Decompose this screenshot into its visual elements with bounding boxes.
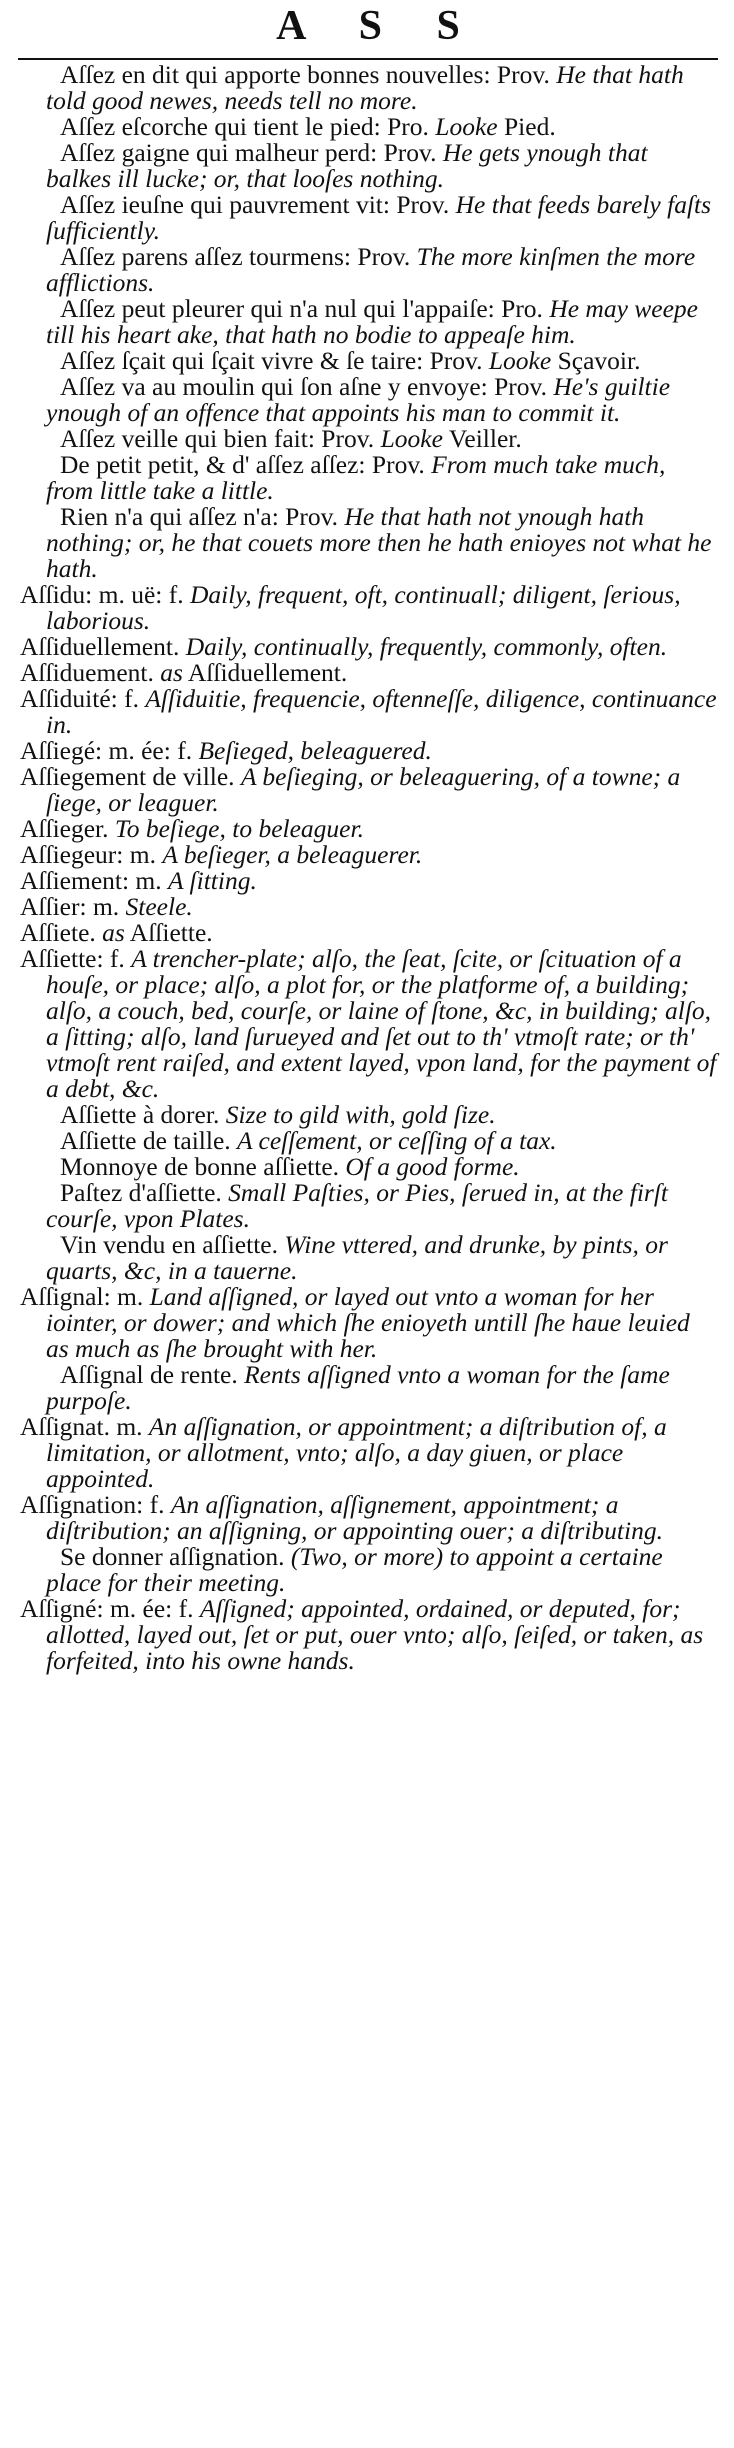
entry-gloss: An aſſignation, or appointment; a diſtribution of, a limitation, or allotment, vnto; alſo, a day giuen, or place appointed.: [46, 1412, 667, 1493]
entry-head: Aſſiette à dorer.: [60, 1100, 220, 1129]
entry-gloss: To beſiege, to beleaguer.: [114, 814, 364, 843]
entry-head: Aſſiegé: m. ée: f.: [20, 736, 193, 765]
headword-entry: [18, 582, 718, 634]
entry-head: Aſſignal: m.: [20, 1282, 144, 1311]
entry-head: Aſſidu: m. uë: f.: [20, 580, 184, 609]
cross-reference: Pied.: [504, 112, 556, 141]
entry-head: Aſſignation: f.: [20, 1490, 165, 1519]
cross-reference: Veiller.: [448, 424, 522, 453]
entry-gloss: Of a good forme.: [345, 1152, 520, 1181]
headword-entry: [18, 946, 718, 1102]
entry-gloss: Rents aſſigned vnto a woman for the ſame purpoſe.: [46, 1360, 670, 1415]
subentry: [18, 244, 718, 296]
entry-head: Aſſiement: m.: [20, 866, 162, 895]
entry-head: Aſſignal de rente.: [60, 1360, 238, 1389]
entry-list: [18, 62, 718, 1674]
entry-gloss: as: [102, 918, 125, 947]
entry-gloss: (Two, or more) to appoint a certaine place for their meeting.: [46, 1542, 663, 1597]
cross-reference: Sçavoir.: [557, 346, 641, 375]
entry-head: Monnoye de bonne aſſiette.: [60, 1152, 340, 1181]
entry-gloss: A beſieging, or beleaguering, of a towne; a ſiege, or leaguer.: [46, 762, 681, 817]
subentry: [18, 114, 718, 140]
cross-reference: Aſſiette.: [129, 918, 213, 947]
entry-head: Aſſez eſcorche qui tient le pied: Pro.: [60, 112, 429, 141]
entry-gloss: He that feeds barely faſts ſufficiently.: [46, 190, 712, 245]
entry-head: Rien n'a qui aſſez n'a: Prov.: [60, 502, 339, 531]
subentry: [18, 1128, 718, 1154]
subentry: [18, 426, 718, 452]
entry-head: Aſſez en dit qui apporte bonnes nouvelles: Prov.: [60, 60, 550, 89]
entry-head: Vin vendu en aſſiette.: [60, 1230, 278, 1259]
entry-gloss: Daily, frequent, oft, continuall; diligent, ſerious, laborious.: [46, 580, 681, 635]
headword-entry: [18, 686, 718, 738]
entry-head: Aſſez parens aſſez tourmens: Prov.: [60, 242, 411, 271]
entry-gloss: The more kinſmen the more afflictions.: [46, 242, 696, 297]
subentry: [18, 140, 718, 192]
entry-gloss: An aſſignation, aſſignement, appointment; a diſtribution; an aſſigning, or appointing ouer; a diſtributing.: [46, 1490, 663, 1545]
entry-head: Aſſez veille qui bien fait: Prov.: [60, 424, 375, 453]
subentry: [18, 452, 718, 504]
entry-gloss: Size to gild with, gold ſize.: [225, 1100, 496, 1129]
headword-entry: [18, 920, 718, 946]
subentry: [18, 374, 718, 426]
entry-gloss: He that hath not ynough hath nothing; or, he that couets more then he hath enioyes not what he hath.: [46, 502, 712, 583]
entry-head: Aſſiduité: f.: [20, 684, 139, 713]
headword-entry: [18, 660, 718, 686]
entry-gloss: Aſſiduitie, frequencie, oftenneſſe, diligence, continuance in.: [46, 684, 717, 739]
headword-entry: [18, 1596, 718, 1674]
subentry: [18, 1102, 718, 1128]
entry-gloss: A ſitting.: [168, 866, 257, 895]
entry-head: Aſſez gaigne qui malheur perd: Prov.: [60, 138, 437, 167]
subentry: [18, 1232, 718, 1284]
entry-head: Aſſigné: m. ée: f.: [20, 1594, 194, 1623]
entry-head: Aſſez ieuſne qui pauvrement vit: Prov.: [60, 190, 450, 219]
headword-entry: [18, 1284, 718, 1362]
entry-gloss: He may weepe till his heart ake, that hath no bodie to appeaſe him.: [46, 294, 698, 349]
entry-gloss: Land aſſigned, or layed out vnto a woman for her iointer, or dower; and which ſhe enioyeth untill ſhe haue leuied as much as ſhe brought with her.: [46, 1282, 690, 1363]
entry-gloss: From much take much, from little take a little.: [46, 450, 666, 505]
entry-head: Aſſiete.: [20, 918, 96, 947]
entry-gloss: Wine vttered, and drunke, by pints, or quarts, &c, in a tauerne.: [46, 1230, 668, 1285]
headword-entry: [18, 738, 718, 764]
subentry: [18, 1180, 718, 1232]
entry-gloss: Looke: [435, 112, 498, 141]
entry-head: Se donner aſſignation.: [60, 1542, 285, 1571]
entry-gloss: He's guiltie ynough of an offence that appoints his man to commit it.: [46, 372, 671, 427]
entry-gloss: Aſſigned; appointed, ordained, or deputed, for; allotted, layed out, ſet or put, ouer vnto; alſo, ſeiſed, or taken, as forfeited, into his owne hands.: [46, 1594, 704, 1675]
entry-gloss: A trencher-plate; alſo, the ſeat, ſcite, or ſcituation of a houſe, or place; alſo, a plot for, or the platforme of, a building; alſo, a couch, bed, courſe, or laine of ſtone, &c, in building; alſo, a ſitting; alſo, land ſurueyed and ſet out to th' vtmoſt rate; or th' vtmoſt rent raiſed, and extent layed, vpon land, for the payment of a debt, &c.: [46, 944, 717, 1103]
subentry: [18, 296, 718, 348]
cross-reference: Aſſiduellement.: [187, 658, 348, 687]
entry-gloss: Looke: [380, 424, 443, 453]
entry-head: Paſtez d'aſſiette.: [60, 1178, 222, 1207]
entry-head: Aſſiduellement.: [20, 632, 180, 661]
entry-head: Aſſiegement de ville.: [20, 762, 235, 791]
entry-gloss: A ceſſement, or ceſſing of a tax.: [237, 1126, 557, 1155]
subentry: [18, 1154, 718, 1180]
dictionary-page: [18, 0, 718, 2448]
headword-entry: [18, 764, 718, 816]
running-head: A S S: [276, 3, 482, 49]
headword-entry: [18, 1492, 718, 1544]
headword-entry: [18, 1414, 718, 1492]
subentry: [18, 348, 718, 374]
entry-head: Aſſiduement.: [20, 658, 154, 687]
entry-gloss: He gets ynough that balkes ill lucke; or, that looſes nothing.: [46, 138, 648, 193]
entry-gloss: Looke: [488, 346, 552, 375]
headword-entry: [18, 816, 718, 842]
entry-head: Aſſier: m.: [20, 892, 120, 921]
entry-head: Aſſez peut pleurer qui n'a nul qui l'appaiſe: Pro.: [60, 294, 543, 323]
subentry: [18, 504, 718, 582]
entry-gloss: Daily, continually, frequently, commonly, often.: [185, 632, 668, 661]
entry-gloss: as: [160, 658, 183, 687]
entry-gloss: He that hath told good newes, needs tell no more.: [46, 60, 684, 115]
entry-gloss: Small Paſties, or Pies, ſerued in, at the firſt courſe, vpon Plates.: [46, 1178, 668, 1233]
entry-head: Aſſiette: f.: [20, 944, 125, 973]
subentry: [18, 1544, 718, 1596]
headword-entry: [18, 634, 718, 660]
headword-entry: [18, 894, 718, 920]
entry-gloss: Steele.: [125, 892, 193, 921]
subentry: [18, 192, 718, 244]
entry-head: Aſſez va au moulin qui ſon aſne y envoye: Prov.: [60, 372, 547, 401]
subentry: [18, 1362, 718, 1414]
subentry: [18, 62, 718, 114]
headword-entry: [18, 868, 718, 894]
entry-head: De petit petit, & d' aſſez aſſez: Prov.: [60, 450, 425, 479]
entry-head: Aſſignat. m.: [20, 1412, 143, 1441]
entry-gloss: A beſieger, a beleaguerer.: [162, 840, 423, 869]
entry-head: Aſſieger.: [20, 814, 109, 843]
entry-head: Aſſiegeur: m.: [20, 840, 156, 869]
headword-entry: [18, 842, 718, 868]
entry-gloss: Beſieged, beleaguered.: [198, 736, 432, 765]
entry-head: Aſſiette de taille.: [60, 1126, 231, 1155]
entry-head: Aſſez ſçait qui ſçait vivre & ſe taire: Prov.: [60, 346, 483, 375]
